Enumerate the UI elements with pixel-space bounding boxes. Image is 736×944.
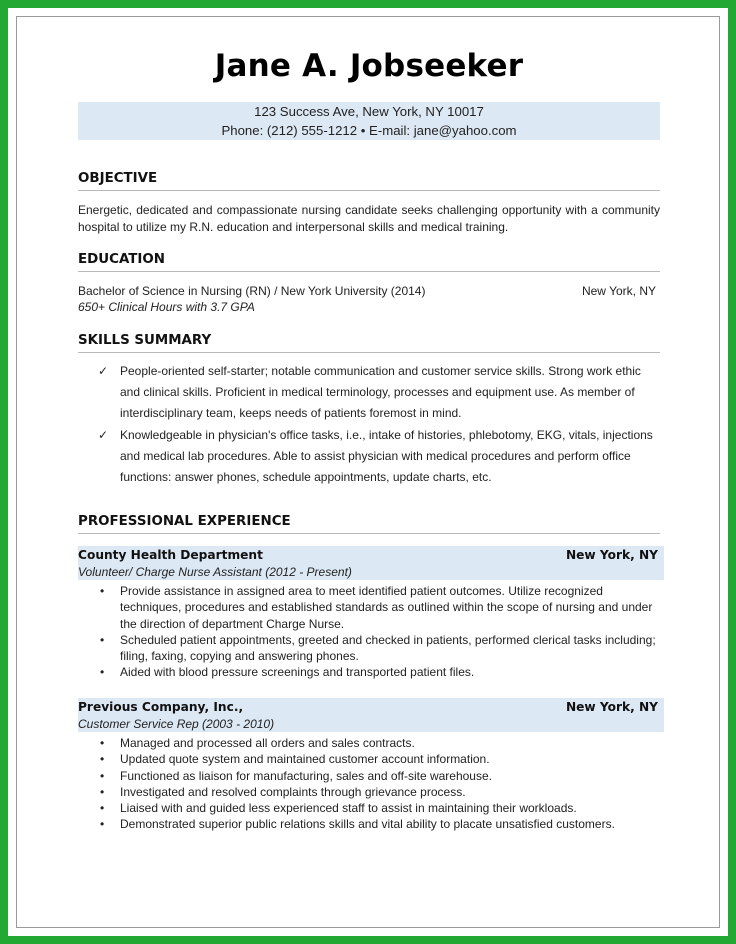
bullet-icon: • <box>100 665 105 680</box>
skill-item <box>78 425 660 489</box>
job-bullet-text: Provide assistance in assigned area to meet identified patient outcomes. Utilize recognized techniques, procedures and established standards as outlined within the scope of nursing and under the direction of department Charge Nurse. <box>120 584 653 631</box>
job-bullets <box>78 735 660 833</box>
job-bullet-text: Functioned as liaison for manufacturing, sales and off-site warehouse. <box>120 768 492 783</box>
job-header <box>78 698 664 732</box>
skill-item <box>78 361 660 425</box>
section-title-objective: OBJECTIVE <box>78 171 660 191</box>
job-role: Volunteer/ Charge Nurse Assistant (2012 - Present) <box>78 565 352 579</box>
job-bullet <box>78 768 660 784</box>
job-bullet <box>78 784 660 800</box>
contact-address: 123 Success Ave, New York, NY 10017 <box>254 104 484 119</box>
contact-band <box>78 102 660 140</box>
job-bullet <box>78 800 660 816</box>
checkmark-icon: ✓ <box>98 427 109 442</box>
job-bullet-text: Scheduled patient appointments, greeted and checked in patients, performed clerical tasks including; filing, faxing, copying and answering phones. <box>120 632 656 664</box>
checkmark-icon: ✓ <box>98 364 109 378</box>
job-bullet <box>78 735 660 751</box>
section-title-skills: SKILLS SUMMARY <box>78 333 660 353</box>
job-bullet-text: Aided with blood pressure screenings and transported patient files. <box>120 665 475 680</box>
bullet-icon: • <box>100 632 105 647</box>
education-detail: 650+ Clinical Hours with 3.7 GPA <box>78 300 255 314</box>
job-bullets <box>78 583 660 681</box>
job-bullet-text: Liaised with and guided less experienced staff to assist in maintaining their workloads. <box>120 801 577 816</box>
objective-text: Energetic, dedicated and compassionate nursing candidate seeks challenging opportunity with a community hospital to utilize my R.N. education and interpersonal skills and medical training. <box>78 203 660 234</box>
job-location: New York, NY <box>565 700 658 714</box>
job-bullet-text: Investigated and resolved complaints through grievance process. <box>120 784 466 799</box>
section-title-education: EDUCATION <box>78 252 660 272</box>
job-bullet <box>78 751 660 767</box>
job-company: County Health Department <box>78 548 263 562</box>
bullet-icon: • <box>100 801 105 816</box>
contact-phone-email: Phone: (212) 555-1212 • E-mail: jane@yahoo.com <box>221 123 517 138</box>
job-company: Previous Company, Inc., <box>78 700 244 714</box>
education-row <box>78 284 660 298</box>
bullet-icon: • <box>100 584 105 598</box>
bullet-icon: • <box>100 752 105 767</box>
skills-list <box>78 361 660 488</box>
job-location: New York, NY <box>565 548 658 562</box>
bullet-icon: • <box>100 784 105 799</box>
job-bullet <box>78 632 660 665</box>
job-bullet <box>78 583 660 632</box>
candidate-name: Jane A. Jobseeker <box>214 48 524 84</box>
bullet-icon: • <box>100 817 105 832</box>
job-header <box>78 546 664 580</box>
skill-text: Knowledgeable in physician's office tasks, i.e., intake of histories, phlebotomy, EKG, vitals, injections and medical lab procedures. Able to assist physician with medical procedures and perform office functions: answer phones, schedule appointments, update charts, etc. <box>120 427 653 485</box>
job-bullet-text: Updated quote system and maintained customer account information. <box>120 752 490 767</box>
job-bullet <box>78 816 660 832</box>
job-bullet-text: Demonstrated superior public relations skills and vital ability to placate unsatisfied customers. <box>120 817 615 832</box>
job-role: Customer Service Rep (2003 - 2010) <box>78 717 275 731</box>
job-bullet-text: Managed and processed all orders and sales contracts. <box>120 736 415 750</box>
section-title-experience: PROFESSIONAL EXPERIENCE <box>78 514 660 534</box>
education-degree: Bachelor of Science in Nursing (RN) / New York University (2014) <box>78 284 426 298</box>
skill-text: People-oriented self-starter; notable communication and customer service skills. Strong work ethic and clinical skills. Proficient in medical terminology, processes and equipment use. As member of interdisciplinary team, keeps needs of patients foremost in mind. <box>120 364 641 421</box>
job-bullet <box>78 664 660 680</box>
bullet-icon: • <box>100 768 105 783</box>
bullet-icon: • <box>100 736 105 750</box>
education-location: New York, NY <box>581 284 656 298</box>
